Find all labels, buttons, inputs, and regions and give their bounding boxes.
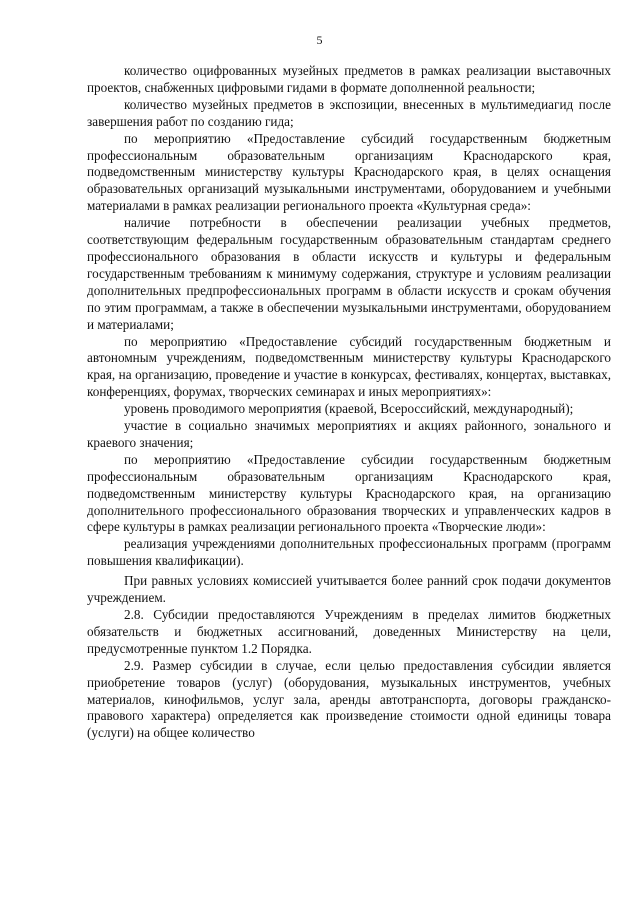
paragraph-2: количество музейных предметов в экспозиции, внесенных в мультимедиагид после завершения работ по созданию гида; bbox=[87, 96, 611, 129]
paragraph-12: 2.9. Размер субсидии в случае, если целью предоставления субсидии является приобретение товаров (услуг) (оборудования, музыкальных инструментов, учебных материалов, кинофильмов, услуг зала, аренды автотранспорта, договоры гражданско-правового характера) определяется как произведение стоимости одной единицы товара (услуги) на общее количество bbox=[87, 657, 611, 741]
paragraph-5: по мероприятию «Предоставление субсидий государственным бюджетным и автономным учреждениям, подведомственным министерству культуры Краснодарского края, на организацию, проведение и участие в конкурсах, фестивалях, концертах, выставках, конференциях, форумах, творческих семинарах и иных мероприятиях»: bbox=[87, 333, 611, 400]
paragraph-10: При равных условиях комиссией учитывается более ранний срок подачи документов учреждением. bbox=[87, 573, 611, 606]
paragraph-8: по мероприятию «Предоставление субсидии государственным бюджетным профессиональным образовательным организациям Краснодарского края, подведомственным министерству культуры Краснодарского края, на организацию дополнительного профессионального образования творческих и управленческих кадров в сфере культуры в рамках реализации регионального проекта «Творческие люди»: bbox=[87, 451, 611, 535]
paragraph-4: наличие потребности в обеспечении реализации учебных предметов, соответствующим федеральным государственным образовательным стандартам среднего профессионального образования в области искусств и культуры и федеральным государственным требованиям к минимуму содержания, структуре и условиям реализации дополнительных предпрофессиональных программ в области искусств и срокам обучения по этим программам, а также в обеспечении музыкальными инструментами, оборудованием и материалами; bbox=[87, 215, 611, 332]
page-number: 5 bbox=[316, 33, 323, 47]
paragraph-3: по мероприятию «Предоставление субсидий государственным бюджетным профессиональным образовательным организациям Краснодарского края, подведомственным министерству культуры Краснодарского края, в целях оснащения образовательных организаций музыкальными инструментами, оборудованием и учебными материалами в рамках реализации регионального проекта «Культурная среда»: bbox=[87, 130, 611, 214]
paragraph-1: количество оцифрованных музейных предметов в рамках реализации выставочных проектов, снабженных цифровыми гидами в формате дополненной реальности; bbox=[87, 63, 611, 95]
paragraph-6: уровень проводимого мероприятия (краевой, Всероссийский, международный); bbox=[124, 401, 574, 417]
document-body bbox=[87, 63, 611, 742]
paragraph-11: 2.8. Субсидии предоставляются Учреждениям в пределах лимитов бюджетных обязательств и бюджетных ассигнований, доведенных Министерству на цели, предусмотренные пунктом 1.2 Порядка. bbox=[87, 607, 611, 656]
paragraph-9: реализация учреждениями дополнительных профессиональных программ (программ повышения квалификации). bbox=[87, 536, 611, 569]
paragraph-7: участие в социально значимых мероприятиях и акциях районного, зонального и краевого значения; bbox=[87, 418, 611, 450]
